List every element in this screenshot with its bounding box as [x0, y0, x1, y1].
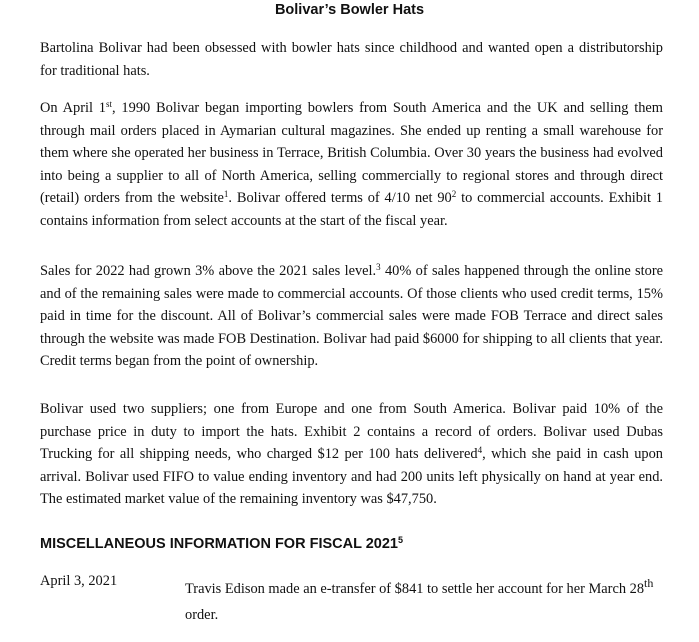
paragraph-history: [40, 97, 663, 233]
entry-text: Travis Edison made an e-transfer of $841 to settle her account for her March 28: [185, 580, 645, 597]
superscript: st: [106, 99, 113, 109]
paragraph-text: Bolivar used two suppliers; one from Europe and one from South America. Bolivar paid 10% of the purchase price in duty to import the hats. Exhibit 2 contains a record of orders. Bolivar used Dubas Trucking for all shipping needs, who charged $12 per 100 hats delivered: [40, 401, 663, 463]
entry-text-end: order.: [185, 606, 219, 623]
paragraph-text: , which she paid in cash upon arrival. Bolivar used FIFO to value ending inventory and had 200 units left physically on hand at year end. The estimated market value of the remaining inventory was $47,750.: [40, 446, 663, 508]
footnote-ref: 3: [376, 262, 381, 272]
paragraph-text: to commercial accounts. Exhibit 1 contains information from select accounts at the start of the fiscal year.: [40, 190, 663, 229]
footnote-ref: 2: [451, 189, 457, 200]
section-heading-text: MISCELLANEOUS INFORMATION FOR FISCAL 2021: [40, 536, 398, 552]
footnote-ref: 4: [477, 445, 483, 456]
paragraph-text: , 1990 Bolivar began importing bowlers from South America and the UK and selling them through mail orders placed in Aymarian cultural magazines. She ended up renting a small warehouse for them where she operated her business in Terrace, British Columbia. Over 30 years the business had evolved into being a supplier to all of North America, selling commercially to regional stores and through direct (retail) orders from the website: [40, 100, 664, 207]
entry-description: [185, 570, 665, 628]
document-title: Bolivar’s Bowler Hats: [274, 2, 425, 18]
entry-date: April 3, 2021: [40, 573, 118, 589]
paragraph-text: On April 1: [40, 100, 106, 116]
paragraph-text: Bartolina Bolivar had been obsessed with bowler hats since childhood and wanted open a distributorship for traditional hats.: [40, 40, 663, 79]
paragraph-sales: [40, 260, 663, 373]
paragraph-text: . Bolivar offered terms of 4/10 net 90: [228, 190, 452, 207]
footnote-ref: 1: [223, 189, 229, 200]
paragraph-text: Sales for 2022 had grown 3% above the 2021 sales level.: [40, 263, 377, 279]
superscript: th: [644, 576, 654, 590]
paragraph-suppliers: [40, 398, 663, 511]
paragraph-text: 40% of sales happened through the online store and of the remaining sales were made to commercial accounts. Of those clients who used credit terms, 15% paid in time for the discount. All of Bolivar’s commercial sales were made FOB Terrace and direct sales through the website was made FOB Destination. Bolivar had paid $6000 for shipping to all clients that year. Credit terms began from the point of ownership.: [40, 263, 663, 370]
paragraph-intro: [40, 37, 663, 82]
footnote-ref: 5: [397, 535, 403, 545]
section-heading: [40, 536, 403, 552]
